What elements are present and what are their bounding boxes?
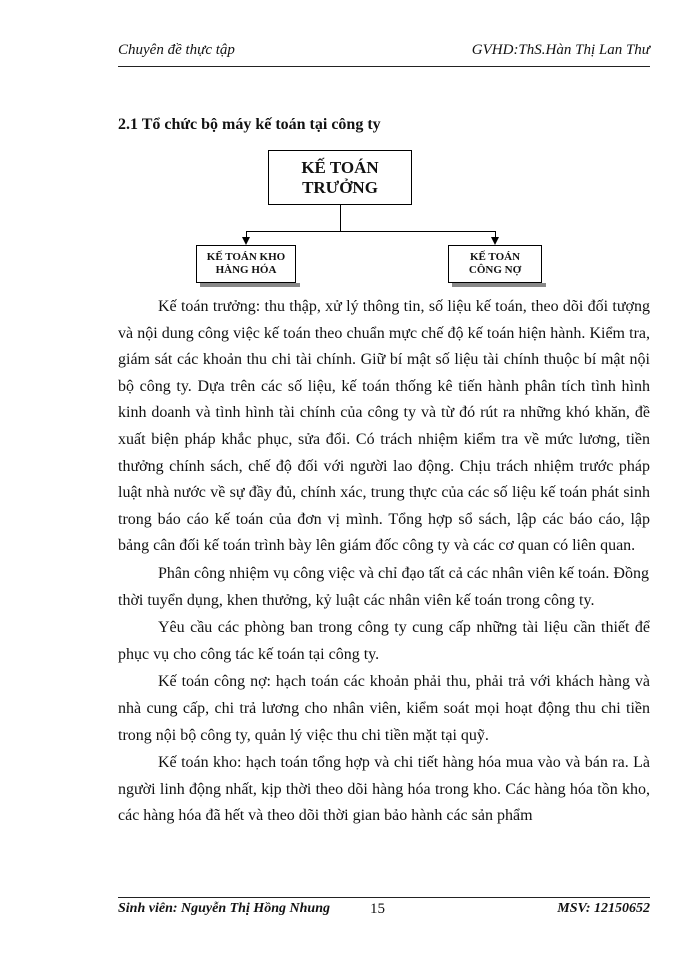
org-node-chief-accountant xyxy=(268,150,412,205)
page-header xyxy=(118,42,650,64)
header-rule xyxy=(118,66,650,67)
paragraph: Kế toán công nợ: hạch toán các khoản phải thu, phải trả với khách hàng và nhà cung cấp, chi trả lương cho nhân viên, kiểm soát mọi hoạt động thu chi tiền trong nội bộ công ty, quản lý việc thu chi tiền mặt tại quỹ. xyxy=(118,673,650,744)
footer-student-name: Sinh viên: Nguyễn Thị Hồng Nhung xyxy=(118,901,330,916)
header-supervisor: GVHD:ThS.Hàn Thị Lan Thư xyxy=(471,42,650,58)
org-node-warehouse-line2: HÀNG HÓA xyxy=(215,264,277,276)
org-node-debt-line2: CÔNG NỢ xyxy=(468,264,522,276)
org-node-debt-accountant xyxy=(448,245,542,283)
org-node-debt-line1: KẾ TOÁN xyxy=(469,251,521,264)
org-node-warehouse-accountant xyxy=(196,245,296,283)
arrow-down-icon xyxy=(242,237,250,245)
paragraph: Yêu cầu các phòng ban trong công ty cung cấp những tài liệu cần thiết để phục vụ cho công tác kế toán tại công ty. xyxy=(118,619,650,663)
org-node-chief-line2: TRƯỞNG xyxy=(302,177,378,197)
page-number: 15 xyxy=(370,901,385,917)
arrow-down-icon xyxy=(491,237,499,245)
paragraph: Kế toán kho: hạch toán tổng hợp và chi tiết hàng hóa mua vào và bán ra. Là người linh động nhất, kịp thời theo dõi hàng hóa trong kho. Các hàng hóa tồn kho, các hàng hóa đã hết và theo dõi thời gian bảo hành các sản phẩm xyxy=(118,754,650,825)
connector-trunk xyxy=(340,205,341,231)
org-node-chief-line1: KẾ TOÁN xyxy=(301,157,379,177)
footer-rule xyxy=(118,897,650,898)
org-node-warehouse-line1: KẾ TOÁN KHO xyxy=(206,251,286,264)
section-heading: 2.1 Tổ chức bộ máy kế toán tại công ty xyxy=(118,116,381,133)
paragraph: Kế toán trưởng: thu thập, xử lý thông tin, số liệu kế toán, theo dõi đối tượng và nội dung công việc kế toán theo chuẩn mực chế độ kế toán hiện hành. Kiểm tra, giám sát các khoản thu chi tài chính. Giữ bí mật số liệu tài chính thuộc bí mật nội bộ công ty. Dựa trên các số liệu, kế toán thống kê tiến hành phân tích tình hình kinh doanh và tình hình tài chính của công ty và từ đó rút ra những khó khăn, đề xuất biện pháp khắc phục, sửa đổi. Có trách nhiệm kiểm tra về mức lương, tiền thưởng chính sách, chế độ đối với người lao động. Chịu trách nhiệm trước pháp luật nhà nước về sự đầy đủ, chính xác, trung thực của các số liệu kế toán phát sinh trong báo cáo kế toán của đơn vị mình. Tổng hợp sổ sách, lập các báo cáo, lập bảng cân đối kế toán trình bày lên giám đốc công ty và các cơ quan có liên quan. xyxy=(118,298,650,555)
page-footer xyxy=(118,901,650,923)
paragraph: Phân công nhiệm vụ công việc và chỉ đạo tất cả các nhân viên kế toán. Đồng thời tuyển dụng, khen thưởng, kỷ luật các nhân viên kế toán trong công ty. xyxy=(118,564,649,609)
connector-horizontal xyxy=(246,231,495,232)
body-text xyxy=(118,294,650,831)
footer-student-id: MSV: 12150652 xyxy=(557,901,650,916)
header-course-title: Chuyên đề thực tập xyxy=(118,42,235,58)
